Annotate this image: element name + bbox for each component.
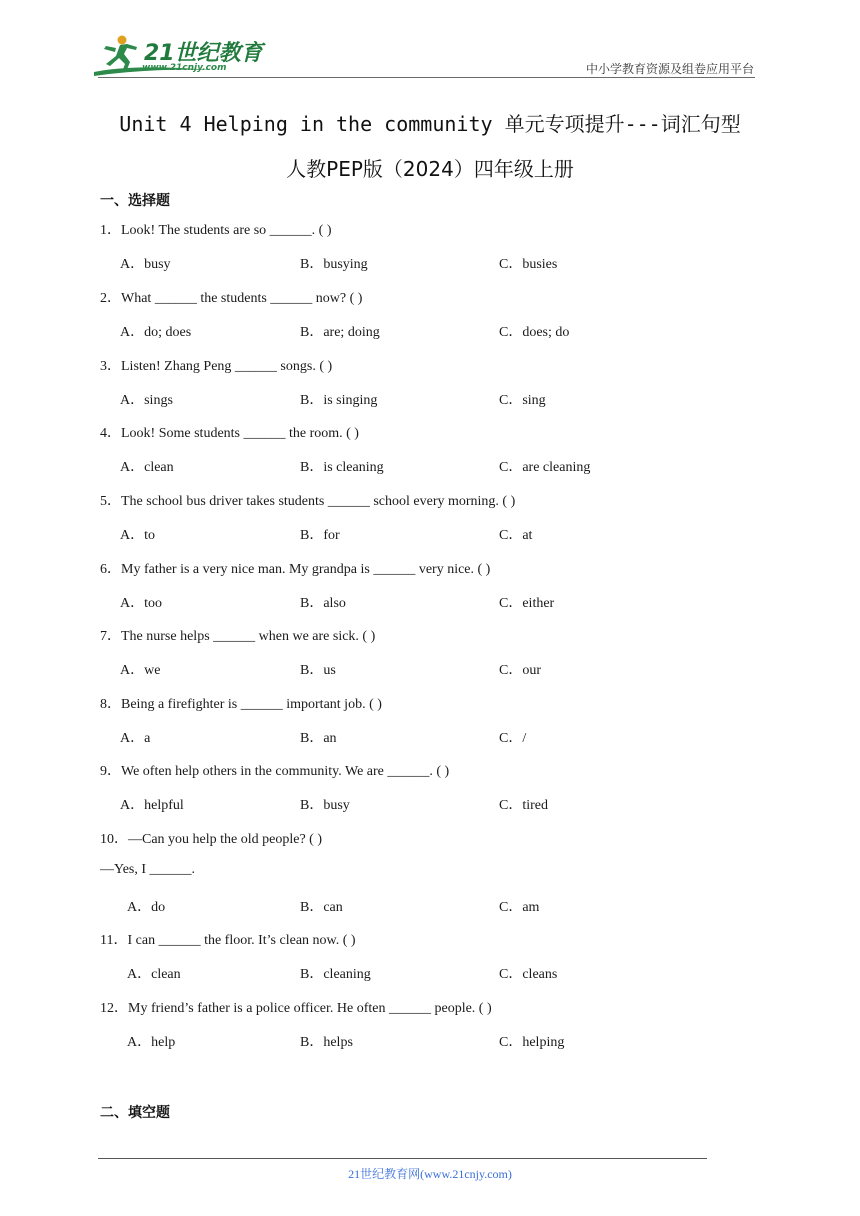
question-text: The school bus driver takes students ______ school every morning. ( ) — [121, 494, 516, 509]
option-6-b[interactable]: B．also — [300, 596, 346, 611]
option-1-a[interactable]: A．busy — [120, 257, 171, 272]
question-text: My father is a very nice man. My grandpa is ______ very nice. ( ) — [121, 562, 491, 577]
question-number: 3． — [100, 359, 121, 374]
question-number: 1． — [100, 223, 121, 238]
option-7-a[interactable]: A．we — [120, 663, 161, 678]
question-4 — [100, 422, 359, 442]
footer-divider — [98, 1158, 707, 1159]
header-divider — [98, 77, 755, 78]
page-header — [0, 0, 860, 80]
option-12-b[interactable]: B．helps — [300, 1035, 353, 1050]
option-2-c[interactable]: C．does; do — [499, 325, 570, 340]
option-10-b[interactable]: B．can — [300, 900, 343, 915]
question-text: What ______ the students ______ now? ( ) — [121, 291, 363, 306]
option-5-b[interactable]: B．for — [300, 528, 340, 543]
option-1-b[interactable]: B．busying — [300, 257, 368, 272]
logo-text: 21世纪教育 — [144, 41, 263, 66]
question-text: —Can you help the old people? ( ) — [128, 832, 323, 847]
option-12-a[interactable]: A．help — [127, 1035, 176, 1050]
question-text: My friend’s father is a police officer. He often ______ people. ( ) — [128, 1001, 492, 1016]
question-text: Listen! Zhang Peng ______ songs. ( ) — [121, 359, 333, 374]
logo-url: www.21cnjy.com — [142, 63, 227, 73]
question-9 — [100, 760, 449, 780]
question-text: Look! Some students ______ the room. ( ) — [121, 426, 359, 441]
option-5-c[interactable]: C．at — [499, 528, 533, 543]
option-11-c[interactable]: C．cleans — [499, 967, 558, 982]
option-6-c[interactable]: C．either — [499, 596, 555, 611]
option-11-b[interactable]: B．cleaning — [300, 967, 371, 982]
question-10 — [100, 828, 322, 848]
question-1 — [100, 219, 331, 239]
option-4-c[interactable]: C．are cleaning — [499, 460, 591, 475]
section-heading-choice: 一、选择题 — [100, 193, 170, 209]
question-text: I can ______ the floor. It’s clean now. ( ) — [127, 933, 356, 948]
option-9-c[interactable]: C．tired — [499, 798, 548, 813]
section-heading-fill: 二、填空题 — [100, 1105, 170, 1121]
option-3-c[interactable]: C．sing — [499, 393, 546, 408]
option-2-b[interactable]: B．are; doing — [300, 325, 380, 340]
question-number: 9． — [100, 764, 121, 779]
question-text: We often help others in the community. We are ______. ( ) — [121, 764, 450, 779]
option-7-b[interactable]: B．us — [300, 663, 336, 678]
question-number: 6． — [100, 562, 121, 577]
question-number: 12． — [100, 1001, 128, 1016]
option-11-a[interactable]: A．clean — [127, 967, 181, 982]
option-4-a[interactable]: A．clean — [120, 460, 174, 475]
question-number: 2． — [100, 291, 121, 306]
question-number: 8． — [100, 697, 121, 712]
question-number: 4． — [100, 426, 121, 441]
option-9-a[interactable]: A．helpful — [120, 798, 184, 813]
question-10-response-line: —Yes, I ______. — [100, 862, 196, 877]
question-number: 10． — [100, 832, 128, 847]
document-subtitle: 人教PEP版（2024）四年级上册 — [286, 157, 574, 181]
question-text: Look! The students are so ______. ( ) — [121, 223, 332, 238]
header-tagline: 中小学教育资源及组卷应用平台 — [585, 62, 754, 76]
footer-link[interactable]: 21世纪教育网(www.21cnjy.com) — [348, 1167, 512, 1181]
question-number: 5． — [100, 494, 121, 509]
site-logo[interactable] — [92, 34, 292, 78]
question-number: 11． — [100, 933, 128, 948]
question-3 — [100, 355, 332, 375]
option-9-b[interactable]: B．busy — [300, 798, 350, 813]
option-8-a[interactable]: A．a — [120, 731, 151, 746]
option-8-b[interactable]: B．an — [300, 731, 337, 746]
question-5 — [100, 490, 515, 510]
option-6-a[interactable]: A．too — [120, 596, 162, 611]
question-number: 7． — [100, 629, 121, 644]
document-title: Unit 4 Helping in the community 单元专项提升---词汇句型 — [119, 112, 741, 136]
option-3-a[interactable]: A．sings — [120, 393, 173, 408]
question-text: Being a firefighter is ______ important job. ( ) — [121, 697, 382, 712]
option-10-a[interactable]: A．do — [127, 900, 166, 915]
question-8 — [100, 693, 382, 713]
option-2-a[interactable]: A．do; does — [120, 325, 192, 340]
question-11 — [100, 929, 356, 949]
option-3-b[interactable]: B．is singing — [300, 393, 378, 408]
option-4-b[interactable]: B．is cleaning — [300, 460, 384, 475]
option-8-c[interactable]: C．/ — [499, 731, 527, 746]
option-5-a[interactable]: A．to — [120, 528, 155, 543]
question-text: The nurse helps ______ when we are sick. ( ) — [121, 629, 376, 644]
option-10-c[interactable]: C．am — [499, 900, 540, 915]
question-2 — [100, 287, 362, 307]
option-12-c[interactable]: C．helping — [499, 1035, 565, 1050]
question-12 — [100, 997, 492, 1017]
option-1-c[interactable]: C．busies — [499, 257, 558, 272]
question-6 — [100, 558, 490, 578]
question-7 — [100, 625, 375, 645]
option-7-c[interactable]: C．our — [499, 663, 541, 678]
